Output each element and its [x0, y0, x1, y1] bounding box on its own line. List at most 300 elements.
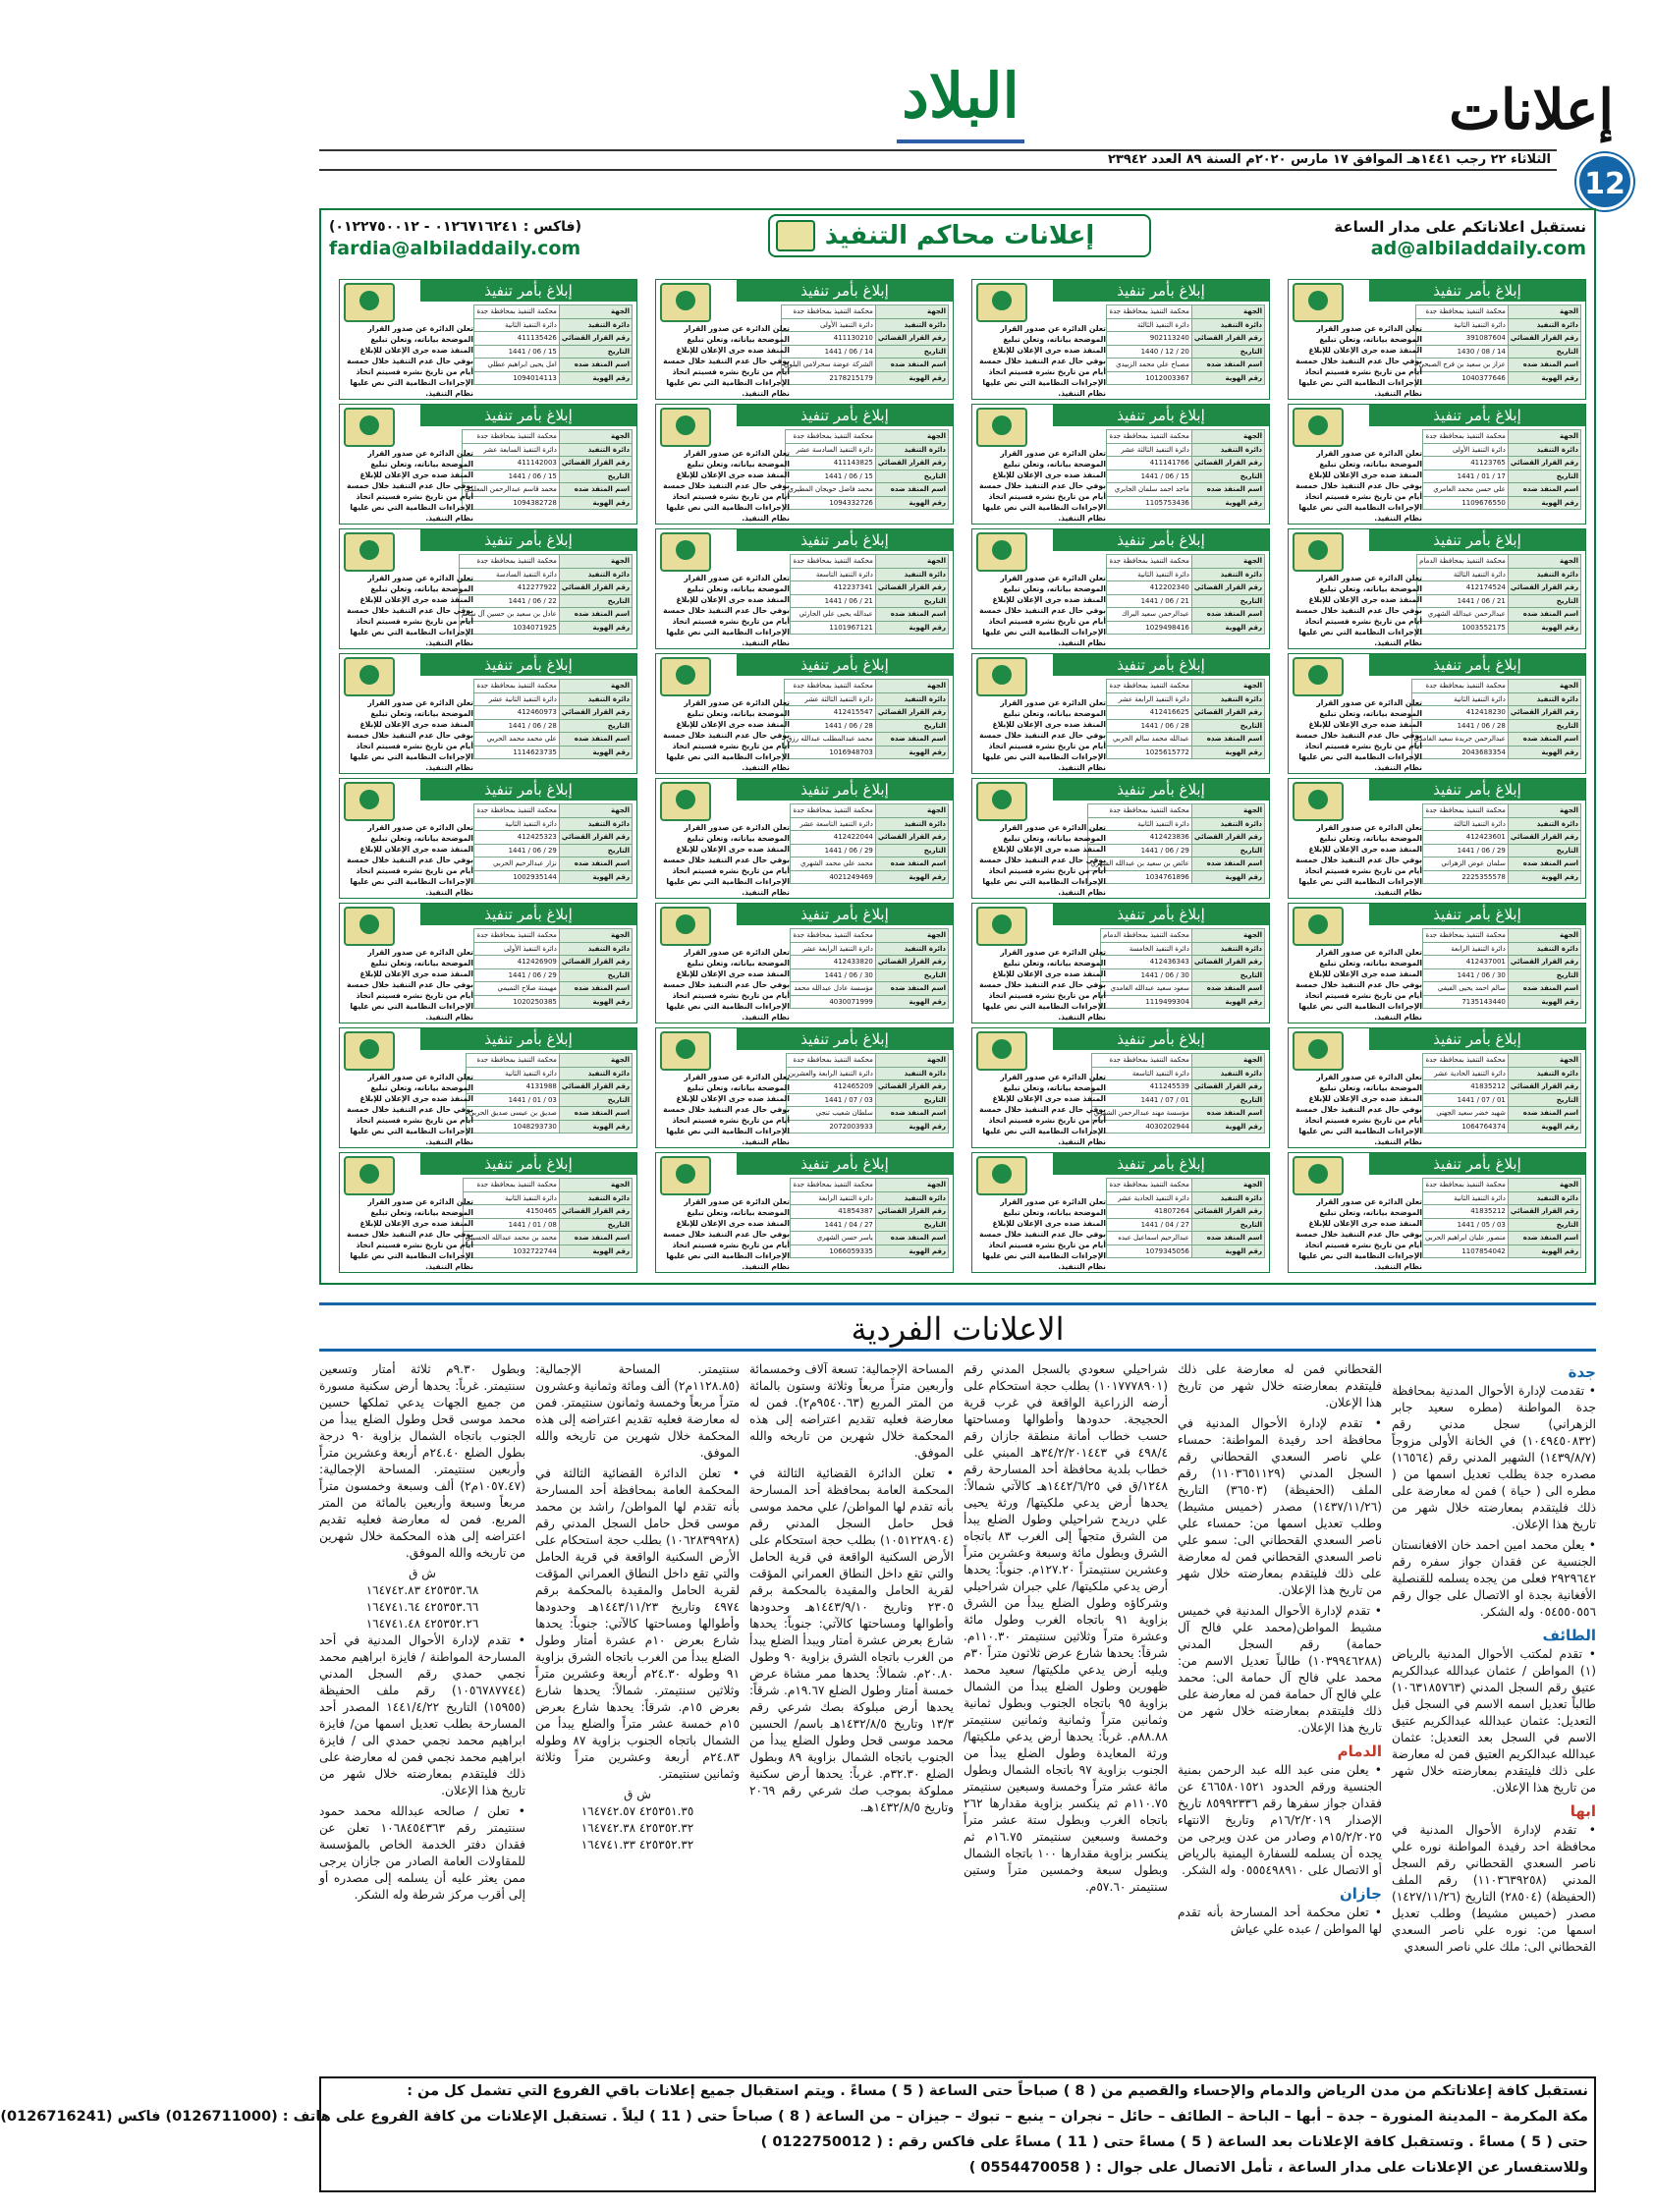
card-field-label: دائرة التنفيذ [1508, 318, 1580, 332]
execution-notice-card [971, 404, 1270, 525]
card-field-value: عبدالله محمد سالم الحربي [1107, 733, 1191, 747]
emblem-icon [344, 1156, 395, 1195]
card-table [1087, 803, 1265, 884]
card-field-value: 411143825 [786, 457, 875, 470]
court-title: إعلانات محاكم التنفيذ [768, 214, 1151, 257]
card-field-value: دائرة التنفيذ الثانية [463, 1191, 559, 1205]
card-field-label: التاريخ [559, 1218, 632, 1232]
card-field-value: دائرة التنفيذ الأولى [1423, 443, 1508, 457]
execution-notice-card [339, 1027, 637, 1148]
card-field-label: التاريخ [1191, 968, 1264, 982]
card-field-label: رقم القرار القضائي [1508, 1205, 1580, 1219]
card-text: تعلن الدائرة عن صدور القرار الموضحة بياناته، وتعلن تبليغ المنفذ ضده جرى الإعلان للإبلاغ بوفي حال عدم التنفيذ خلال خمسة أيام من تاريخ نشره فسيتم اتخاذ الإجراءات النظامية التي نص عليها نظام التنفيذ. [1295, 948, 1422, 1022]
card-field-label: اسم المنفذ ضده [875, 359, 948, 372]
card-field-label: دائرة التنفيذ [559, 692, 632, 706]
card-field-value: دائرة التنفيذ الثانية [467, 1067, 560, 1080]
card-field-value: 411245539 [1091, 1080, 1191, 1094]
card-table [1422, 928, 1581, 1009]
card-table [1106, 554, 1265, 635]
execution-notice-card [1288, 528, 1586, 649]
card-field-value: صديق بن عيسى صديق الحربي [467, 1107, 560, 1121]
card-field-value: 1066059335 [791, 1244, 875, 1258]
card-field-label: دائرة التنفيذ [1508, 817, 1580, 831]
coord-row: ش ق [409, 1567, 436, 1580]
card-text: تعلن الدائرة عن صدور القرار الموضحة بياناته، وتعلن تبليغ المنفذ ضده جرى الإعلان للإبلاغ بوفي حال عدم التنفيذ خلال خمسة أيام من تاريخ نشره فسيتم اتخاذ الإجراءات النظامية التي نص عليها نظام التنفيذ. [663, 823, 790, 897]
card-banner: إبلاغ بأمر تنفيذ [1053, 1153, 1269, 1175]
card-field-label: رقم القرار القضائي [559, 457, 632, 470]
card-field-label: الجهة [875, 305, 948, 319]
card-field-value: 28 / 06 / 1441 [1107, 719, 1191, 733]
dateline: الثلاثاء ٢٢ رجب ١٤٤١هـ الموافق ١٧ مارس ٢٠٢٠م السنة ٨٩ العدد ٢٣٩٤٢ [319, 149, 1557, 171]
card-field-value: 1032722744 [463, 1244, 559, 1258]
card-table [1106, 429, 1265, 510]
card-field-value: 41835212 [1423, 1080, 1508, 1094]
card-field-value: محكمة التنفيذ بمحافظة جدة [786, 430, 875, 444]
card-field-label: دائرة التنفيذ [1508, 692, 1580, 706]
emblem-icon [976, 907, 1027, 946]
card-field-label: الجهة [875, 680, 948, 693]
card-field-label: الجهة [1508, 1054, 1580, 1068]
fax-number[interactable]: (0126716241) [0, 2109, 113, 2125]
card-field-value: محمد فاضل حويجان المطيري [786, 483, 875, 497]
card-table [1422, 1053, 1581, 1134]
card-field-label: رقم الهوية [559, 1120, 632, 1134]
card-text: تعلن الدائرة عن صدور القرار الموضحة بياناته، وتعلن تبليغ المنفذ ضده جرى الإعلان للإبلاغ بوفي حال عدم التنفيذ خلال خمسة أيام من تاريخ نشره فسيتم اتخاذ الإجراءات النظامية التي نص عليها نظام التنفيذ. [347, 324, 473, 398]
card-field-value: 411135426 [474, 332, 559, 346]
card-field-label: اسم المنفذ ضده [1508, 1107, 1580, 1121]
card-field-value: 1003552175 [1417, 621, 1509, 635]
card-field-label: رقم القرار القضائي [1508, 956, 1580, 969]
card-field-label: رقم الهوية [1191, 1120, 1264, 1134]
coord-row: ٤٢٥٣٥٢.٣٢ ١٦٤٧٤٢.٣٨ [580, 1821, 694, 1835]
card-field-value: محكمة التنفيذ بمحافظة جدة [1107, 555, 1191, 569]
card-field-label: رقم القرار القضائي [1191, 457, 1264, 470]
card-field-label: دائرة التنفيذ [875, 318, 948, 332]
card-field-value: محمد قاسم عبدالرحمن المعلمي [462, 483, 559, 497]
coord-row: ٤٢٥٣٥٣.٦٨ ١٦٤٧٤٢.٨٣ [365, 1583, 479, 1597]
card-banner: إبلاغ بأمر تنفيذ [1369, 904, 1585, 925]
ad-paragraph: القحطاني فمن له معارضة على ذلك فليتقدم بمعارضته خلال شهر من تاريخ هذا الإعلان. [1178, 1362, 1382, 1410]
execution-notice-card [339, 528, 637, 649]
emblem-icon [1293, 907, 1344, 946]
emblem-icon [344, 532, 395, 572]
card-field-value: محكمة التنفيذ بمحافظة جدة [1423, 929, 1508, 943]
card-field-value: محكمة التنفيذ بمحافظة جدة [786, 1054, 875, 1068]
card-field-label: دائرة التنفيذ [1191, 1191, 1264, 1205]
card-field-label: رقم الهوية [1508, 1244, 1580, 1258]
ad-paragraph: سنتيمتر. المساحة الإجمالية: (١١٢٨.٨٥م٢) ألف ومائة وثمانية وعشرون متراً مربعاً وخمسة وثمانون سنتيمتر. فمن له معارضة فعليه تقديم اعتراضه إلى هذه المحكمة خلال شهرين من تاريخه والله الموفق. [535, 1362, 740, 1460]
card-field-value: دائرة التنفيذ الثالثة عشر [1107, 443, 1191, 457]
card-field-value: 4131988 [467, 1080, 560, 1094]
emblem-icon [344, 1031, 395, 1071]
ads-column-3 [964, 1361, 1168, 2061]
card-banner: إبلاغ بأمر تنفيذ [1369, 779, 1585, 801]
footer-line-1: نستقبل كافة إعلاناتكم من مدن الرياض والدمام والإحساء والقصيم من ( 8 ) صباحاً حتى الساعة ( 5 ) مساءً . ويتم استقبال جميع إعلانات باقي الفروع التي تشمل كل من : [407, 2083, 1588, 2099]
card-text: تعلن الدائرة عن صدور القرار الموضحة بياناته، وتعلن تبليغ المنفذ ضده جرى الإعلان للإبلاغ بوفي حال عدم التنفيذ خلال خمسة أيام من تاريخ نشره فسيتم اتخاذ الإجراءات النظامية التي نص عليها نظام التنفيذ. [979, 1197, 1106, 1271]
card-field-value: محكمة التنفيذ بمحافظة جدة [459, 555, 559, 569]
card-field-label: رقم الهوية [1508, 621, 1580, 635]
card-field-value: علي محمد محمد الحربي [474, 733, 559, 747]
card-field-value: عادل بن سعيد بن حسين آل سالم [459, 608, 559, 622]
card-field-label: التاريخ [1191, 345, 1264, 359]
card-field-value: 412416625 [1107, 706, 1191, 720]
mobile-number[interactable]: ( 0554470058 ) [968, 2160, 1091, 2176]
card-field-value: دائرة التنفيذ السادسة عشر [786, 443, 875, 457]
card-table [790, 1178, 949, 1258]
card-field-label: رقم القرار القضائي [875, 706, 948, 720]
card-field-label: اسم المنفذ ضده [1508, 1232, 1580, 1245]
card-field-label: دائرة التنفيذ [875, 942, 948, 956]
card-field-value: 4150465 [463, 1205, 559, 1219]
card-field-label: التاريخ [1191, 719, 1264, 733]
card-field-value: 1029498416 [1107, 621, 1191, 635]
emblem-icon [776, 220, 815, 251]
card-field-value: محكمة التنفيذ بمحافظة جدة [462, 430, 559, 444]
card-table [1422, 803, 1581, 884]
card-field-label: رقم القرار القضائي [1191, 332, 1264, 346]
card-field-value: محكمة التنفيذ بمحافظة جدة [791, 555, 875, 569]
card-field-label: التاريخ [1191, 1093, 1264, 1107]
city-heading: الطائف [1542, 1627, 1596, 1644]
emblem-icon [976, 283, 1027, 322]
card-field-value: دائرة التنفيذ الثانية [1088, 817, 1192, 831]
card-text: تعلن الدائرة عن صدور القرار الموضحة بياناته، وتعلن تبليغ المنفذ ضده جرى الإعلان للإبلاغ بوفي حال عدم التنفيذ خلال خمسة أيام من تاريخ نشره فسيتم اتخاذ الإجراءات النظامية التي نص عليها نظام التنفيذ. [347, 698, 473, 772]
card-field-value: عبدالرحمن جريدة سعيد الغامدي [1411, 733, 1508, 747]
card-field-value: 1107854042 [1422, 1244, 1508, 1258]
card-text: تعلن الدائرة عن صدور القرار الموضحة بياناته، وتعلن تبليغ المنفذ ضده جرى الإعلان للإبلاغ بوفي حال عدم التنفيذ خلال خمسة أيام من تاريخ نشره فسيتم اتخاذ الإجراءات النظامية التي نص عليها نظام التنفيذ. [663, 698, 790, 772]
card-field-label: دائرة التنفيذ [1191, 443, 1264, 457]
card-text: تعلن الدائرة عن صدور القرار الموضحة بياناته، وتعلن تبليغ المنفذ ضده جرى الإعلان للإبلاغ بوفي حال عدم التنفيذ خلال خمسة أيام من تاريخ نشره فسيتم اتخاذ الإجراءات النظامية التي نص عليها نظام التنفيذ. [347, 1073, 473, 1146]
card-field-value: دائرة التنفيذ السابعة عشر [462, 443, 559, 457]
card-field-label: رقم الهوية [1508, 496, 1580, 510]
fax-number[interactable]: ( 0122750012 ) [760, 2134, 883, 2150]
footer-line-4: وللاستفسار عن الإعلانات على مدار الساعة ، تأمل الاتصال على جوال : ( 0554470058 ) [321, 2155, 1594, 2181]
card-banner: إبلاغ بأمر تنفيذ [420, 904, 636, 925]
card-field-value: 41835212 [1422, 1205, 1508, 1219]
card-text: تعلن الدائرة عن صدور القرار الموضحة بياناته، وتعلن تبليغ المنفذ ضده جرى الإعلان للإبلاغ بوفي حال عدم التنفيذ خلال خمسة أيام من تاريخ نشره فسيتم اتخاذ الإجراءات النظامية التي نص عليها نظام التنفيذ. [347, 948, 473, 1022]
card-text: تعلن الدائرة عن صدور القرار الموضحة بياناته، وتعلن تبليغ المنفذ ضده جرى الإعلان للإبلاغ بوفي حال عدم التنفيذ خلال خمسة أيام من تاريخ نشره فسيتم اتخاذ الإجراءات النظامية التي نص عليها نظام التنفيذ. [347, 823, 473, 897]
card-field-label: رقم الهوية [1191, 371, 1264, 385]
card-field-label: اسم المنفذ ضده [559, 483, 632, 497]
card-field-label: الجهة [1508, 929, 1580, 943]
card-field-label: رقم الهوية [1508, 995, 1580, 1009]
card-field-value: 28 / 06 / 1441 [474, 719, 559, 733]
card-banner: إبلاغ بأمر تنفيذ [737, 529, 953, 551]
card-field-label: رقم الهوية [1508, 746, 1580, 759]
card-field-value: دائرة التنفيذ الثانية [1416, 318, 1508, 332]
card-text: تعلن الدائرة عن صدور القرار الموضحة بياناته، وتعلن تبليغ المنفذ ضده جرى الإعلان للإبلاغ بوفي حال عدم التنفيذ خلال خمسة أيام من تاريخ نشره فسيتم اتخاذ الإجراءات النظامية التي نص عليها نظام التنفيذ. [1295, 698, 1422, 772]
card-field-value: 411130210 [781, 332, 875, 346]
card-table [786, 1053, 949, 1134]
coord-row: ٤٢٥٣٥٣.٦٦ ١٦٤٧٤١.٦٤ [365, 1600, 479, 1614]
card-field-value: 1079345056 [1107, 1244, 1191, 1258]
card-field-value: 1119499304 [1101, 995, 1192, 1009]
card-field-label: الجهة [1191, 305, 1264, 319]
card-text: تعلن الدائرة عن صدور القرار الموضحة بياناته، وتعلن تبليغ المنفذ ضده جرى الإعلان للإبلاغ بوفي حال عدم التنفيذ خلال خمسة أيام من تاريخ نشره فسيتم اتخاذ الإجراءات النظامية التي نص عليها نظام التنفيذ. [979, 324, 1106, 398]
contact-left [329, 216, 653, 259]
card-field-value: 1101967121 [791, 621, 875, 635]
card-field-label: الجهة [1191, 804, 1264, 818]
card-field-label: دائرة التنفيذ [559, 318, 632, 332]
card-field-value: عبدالرحمن عبدالله الشهري [1417, 608, 1509, 622]
card-field-label: الجهة [875, 430, 948, 444]
card-field-value: دائرة التنفيذ الأولى [474, 942, 559, 956]
card-field-value: ياسر حسن الشهري [791, 1232, 875, 1245]
emblem-icon [344, 782, 395, 821]
card-field-label: اسم المنفذ ضده [1191, 982, 1264, 996]
card-field-label: الجهة [875, 1054, 948, 1068]
card-field-value: سعود سعيد عبدالله الغامدي [1101, 982, 1192, 996]
card-field-value: محكمة التنفيذ بمحافظة جدة [474, 680, 559, 693]
card-field-value: 29 / 06 / 1441 [474, 968, 559, 982]
city-heading: جدة [1568, 1363, 1596, 1381]
card-field-value: دائرة التنفيذ الحادية عشر [1423, 1067, 1508, 1080]
card-field-label: التاريخ [1508, 345, 1580, 359]
card-field-value: 412423836 [1088, 831, 1192, 845]
card-field-label: رقم القرار القضائي [875, 1205, 948, 1219]
card-field-label: التاريخ [875, 844, 948, 857]
card-table [1106, 679, 1265, 759]
card-field-label: التاريخ [875, 345, 948, 359]
card-field-label: اسم المنفذ ضده [559, 733, 632, 747]
card-field-value: دائرة التنفيذ الرابعة عشر [1107, 692, 1191, 706]
card-field-value: دائرة التنفيذ الثانية [1411, 692, 1508, 706]
card-field-value: 7135143440 [1423, 995, 1508, 1009]
card-field-value: 411142003 [462, 457, 559, 470]
card-field-value: علي حسن محمد العامري [1423, 483, 1508, 497]
card-banner: إبلاغ بأمر تنفيذ [420, 405, 636, 426]
card-field-value: 1012003367 [1107, 371, 1191, 385]
ad-paragraph: • تقدم لإدارة الأحوال المدنية في محافظة احد رفيدة المواطنة: حمساء علي ناصر السعدي القحطاني رقم السجل المدني (١١٠٣٦٥١١٢٩) رقم الملف (الحفيظة) (٣٦٥٠٣) التاريخ (١٤٣٧/١١/٢٦) مصدر (خميس مشيط) وطلب تعديل اسمها من: حمساء علي ناصر السعدي القحطاني الى: سمو علي ناصر السعدي القحطاني فمن له معارضة على ذلك فليتقدم بمعارضته خلال شهر من تاريخ هذا الإعلان. [1178, 1416, 1383, 1597]
card-field-label: دائرة التنفيذ [1191, 568, 1264, 581]
card-field-label: رقم القرار القضائي [559, 706, 632, 720]
card-field-value: 1048293730 [467, 1120, 560, 1134]
card-field-label: رقم الهوية [875, 995, 948, 1009]
card-field-label: رقم القرار القضائي [559, 956, 632, 969]
card-field-value: شهيد خضر سعيد الجهني [1423, 1107, 1508, 1121]
card-text: تعلن الدائرة عن صدور القرار الموضحة بياناته، وتعلن تبليغ المنفذ ضده جرى الإعلان للإبلاغ بوفي حال عدم التنفيذ خلال خمسة أيام من تاريخ نشره فسيتم اتخاذ الإجراءات النظامية التي نص عليها نظام التنفيذ. [663, 948, 790, 1022]
card-banner: إبلاغ بأمر تنفيذ [1369, 654, 1585, 676]
card-field-label: رقم القرار القضائي [1191, 956, 1264, 969]
card-field-value: دائرة التنفيذ الثانية [474, 318, 559, 332]
card-field-value: 20 / 12 / 1440 [1107, 345, 1191, 359]
card-field-value: 29 / 06 / 1441 [1088, 844, 1192, 857]
emblem-icon [1293, 1031, 1344, 1071]
card-table [1415, 304, 1581, 385]
card-field-label: اسم المنفذ ضده [875, 1107, 948, 1121]
card-field-label: اسم المنفذ ضده [1191, 608, 1264, 622]
card-banner: إبلاغ بأمر تنفيذ [737, 280, 953, 302]
card-field-value: محكمة التنفيذ بمحافظة جدة [474, 804, 559, 818]
card-field-label: رقم الهوية [1508, 371, 1580, 385]
emblem-icon [1293, 408, 1344, 447]
card-field-label: رقم الهوية [1508, 1120, 1580, 1134]
card-field-label: دائرة التنفيذ [1191, 318, 1264, 332]
card-field-value: 2072003933 [786, 1120, 875, 1134]
execution-notice-card [971, 528, 1270, 649]
execution-notice-card [971, 1027, 1270, 1148]
card-field-value: عزاز بن سعيد بن فرج الصبحي [1416, 359, 1508, 372]
card-field-label: رقم الهوية [559, 995, 632, 1009]
card-field-label: دائرة التنفيذ [1508, 568, 1580, 581]
card-field-label: الجهة [559, 555, 632, 569]
card-field-label: رقم الهوية [559, 746, 632, 759]
emblem-icon [976, 532, 1027, 572]
card-table [473, 679, 633, 759]
card-field-value: 1094014113 [474, 371, 559, 385]
card-field-value: محكمة التنفيذ بمحافظة جدة [791, 929, 875, 943]
footer-line-3: حتى ( 5 ) مساءً . وتستقبل كافة الإعلانات بعد الساعة ( 5 ) مساءً حتى ( 11 ) مساءً على فاكس رقم : ( 0122750012 ) [321, 2129, 1594, 2155]
card-field-label: رقم الهوية [1191, 746, 1264, 759]
card-field-label: التاريخ [559, 719, 632, 733]
ad-paragraph: • يعلن محمد امين احمد خان الافغانستان الجنسية عن فقدان جواز سفره رقم ٢٩٢٩٦٤٢ فعلى من يجده يسلمه للقنصلية الأفغانية بجدة او الاتصال على جوال رقم ٠٥٤٥٥٠٥٥٦ وله الشكر. [1392, 1538, 1596, 1619]
page-number: 12 [1576, 153, 1633, 210]
card-field-value: دائرة التنفيذ التاسعة [791, 568, 875, 581]
execution-notice-card [971, 1152, 1270, 1273]
card-text: تعلن الدائرة عن صدور القرار الموضحة بياناته، وتعلن تبليغ المنفذ ضده جرى الإعلان للإبلاغ بوفي حال عدم التنفيذ خلال خمسة أيام من تاريخ نشره فسيتم اتخاذ الإجراءات النظامية التي نص عليها نظام التنفيذ. [979, 1073, 1106, 1146]
card-banner: إبلاغ بأمر تنفيذ [1053, 654, 1269, 676]
card-field-value: 29 / 06 / 1441 [791, 844, 875, 857]
card-table [473, 928, 633, 1009]
card-field-label: الجهة [1191, 929, 1264, 943]
card-field-value: 412465209 [786, 1080, 875, 1094]
execution-notice-card [339, 653, 637, 774]
card-banner: إبلاغ بأمر تنفيذ [1053, 779, 1269, 801]
contact-right [1252, 216, 1586, 259]
card-field-label: رقم الهوية [875, 621, 948, 635]
card-table [781, 304, 949, 385]
card-field-label: دائرة التنفيذ [1191, 692, 1264, 706]
card-field-label: رقم القرار القضائي [875, 581, 948, 595]
card-field-value: محكمة التنفيذ بمحافظة جدة [1416, 305, 1508, 319]
card-field-value: دائرة التنفيذ التاسعة عشر [791, 817, 875, 831]
card-field-value: 21 / 06 / 1441 [1417, 594, 1509, 608]
card-field-label: الجهة [875, 804, 948, 818]
card-field-value: 1094332726 [786, 496, 875, 510]
execution-notice-card [655, 279, 954, 400]
card-field-label: دائرة التنفيذ [875, 692, 948, 706]
card-field-value: 27 / 04 / 1441 [791, 1218, 875, 1232]
card-banner: إبلاغ بأمر تنفيذ [737, 654, 953, 676]
execution-notice-card [1288, 279, 1586, 400]
card-field-label: رقم القرار القضائي [875, 956, 948, 969]
card-field-value: دائرة التنفيذ الرابعة والعشرين [786, 1067, 875, 1080]
card-table [463, 1178, 633, 1258]
card-field-label: رقم القرار القضائي [1191, 706, 1264, 720]
phone-number[interactable]: (0126711000) [165, 2109, 278, 2125]
card-banner: إبلاغ بأمر تنفيذ [737, 1028, 953, 1050]
card-banner: إبلاغ بأمر تنفيذ [1053, 904, 1269, 925]
card-field-label: اسم المنفذ ضده [559, 1107, 632, 1121]
card-field-label: الجهة [1508, 680, 1580, 693]
card-field-label: دائرة التنفيذ [1191, 1067, 1264, 1080]
ad-paragraph: • تعلن / صالحه عبدالله محمد حمود سنتيمتر رقم ١٠٦٨٤٥٤٣٦٣ تعلن عن فقدان دفتر الخدمة الخاص بالمؤسسة للمقاولات العامة الصادر من جازان يرجى ممن يعثر عليه أن يسلمه إلى مصدره أو إلى أقرب مركز شرطة وله الشكر. [319, 1804, 525, 1902]
card-table [784, 679, 949, 759]
card-table [1106, 1178, 1265, 1258]
card-field-value: محكمة التنفيذ بمحافظة جدة [1107, 680, 1191, 693]
card-field-label: التاريخ [875, 470, 948, 483]
card-text: تعلن الدائرة عن صدور القرار الموضحة بياناته، وتعلن تبليغ المنفذ ضده جرى الإعلان للإبلاغ بوفي حال عدم التنفيذ خلال خمسة أيام من تاريخ نشره فسيتم اتخاذ الإجراءات النظامية التي نص عليها نظام التنفيذ. [979, 449, 1106, 523]
card-field-label: رقم القرار القضائي [875, 831, 948, 845]
card-field-label: التاريخ [1191, 470, 1264, 483]
card-field-label: التاريخ [1191, 594, 1264, 608]
card-field-label: التاريخ [1508, 719, 1580, 733]
ad-paragraph: • تعلن الدائرة القضائية الثالثة في المحكمة العامة بمحافظة أحد المسارحة بأنه تقدم لها المواطن/ علي محمد موسى قحل حامل السجل المدني رقم (١٠٥١٢٢٨٩٠٤) بطلب حجة استحكام على الأرض السكنية الواقعة في قرية الحامل والتي تقع داخل النطاق العمراني المؤقت لقرية الحامل والمقيدة بالمحكمة برقم ٢٣٠٥ وتاريخ ١٤٤٣/٩/١٠هـ وحدودها وأطوالها ومساحتها كالآتي: جنوباً: يحدها شارع بعرض عشرة أمتار ويبدأ الضلع يبدأ من الغرب باتجاه الشرق بزاوية ٩٠ وطول ٢٠.٨٠م. شمالاً: يحدها ممر مشاة عرض خمسة أمتار وطول الضلع ١٩.٦٧م. شرقاً: يحدها أرض مبلوكة بصك شرعي رقم ١٣/٣ وتاريخ ١٤٣٢/٨/٥هـ باسم/ الحسين محمد موسى قحل وطول الضلع يبدأ من الجنوب باتجاه الشمال بزاوية ٨٩ وبطول الضلع ٣٢.٣٠م. غرباً: يحدها أرض سكنية مملوكة بموجب صك شرعي رقم ٢٠٦٩ وتاريخ ١٤٣٢/٨/٥هـ. [749, 1466, 954, 1814]
coord-row: ٤٢٥٣٥٢.٣٢ ١٦٤٧٤١.٣٣ [580, 1838, 694, 1852]
card-banner: إبلاغ بأمر تنفيذ [420, 529, 636, 551]
card-field-value: محكمة التنفيذ بمحافظة جدة [1088, 804, 1192, 818]
card-field-value: عبدالله يحيى علي الحارثي [791, 608, 875, 622]
card-text: تعلن الدائرة عن صدور القرار الموضحة بياناته، وتعلن تبليغ المنفذ ضده جرى الإعلان للإبلاغ بوفي حال عدم التنفيذ خلال خمسة أيام من تاريخ نشره فسيتم اتخاذ الإجراءات النظامية التي نص عليها نظام التنفيذ. [979, 698, 1106, 772]
card-field-label: رقم الهوية [875, 496, 948, 510]
card-field-label: اسم المنفذ ضده [875, 483, 948, 497]
card-field-label: دائرة التنفيذ [875, 568, 948, 581]
card-field-value: 1034071925 [459, 621, 559, 635]
card-field-label: التاريخ [1191, 844, 1264, 857]
card-field-value: عبدالرحيم اسماعيل عبده [1107, 1232, 1191, 1245]
card-field-label: رقم القرار القضائي [559, 1205, 632, 1219]
card-field-label: التاريخ [559, 470, 632, 483]
card-banner: إبلاغ بأمر تنفيذ [1369, 1153, 1585, 1175]
execution-notice-card [971, 279, 1270, 400]
card-field-label: رقم الهوية [1191, 621, 1264, 635]
card-field-value: 21 / 06 / 1441 [1107, 594, 1191, 608]
emblem-icon [976, 657, 1027, 696]
execution-notice-card [655, 1027, 954, 1148]
emblem-icon [1293, 657, 1344, 696]
card-field-label: الجهة [559, 305, 632, 319]
ad-paragraph: • تقدم لمكتب الأحوال المدنية بالرياض (١) المواطن / عثمان عبدالله عبدالكريم عتيق رقم السجل المدني (١٠٦٣١٨٥٧٦٣) طالباً تعديل اسمه الاسم في السجل قبل التعديل: عثمان عبدالله عبدالكريم عتيق الاسم في السجل بعد التعديل: عثمان عبدالله عبدالكريم العتيق فمن له معارضة على ذلك فليتقدم بمعارضته خلال شهر من تاريخ هذا الإعلان. [1392, 1647, 1596, 1795]
execution-notice-card [339, 279, 637, 400]
card-table [790, 554, 949, 635]
card-field-label: التاريخ [559, 594, 632, 608]
card-field-label: دائرة التنفيذ [875, 1191, 948, 1205]
card-field-value: 01 / 07 / 1441 [1423, 1093, 1508, 1107]
card-table [1411, 679, 1581, 759]
card-field-label: دائرة التنفيذ [1508, 1191, 1580, 1205]
ad-paragraph: شراحيلي سعودي بالسجل المدني رقم (١٠١٧٧٧٨٩٠١) بطلب حجة استحكام على أرضه الزراعية الواقعة في غرب قرية الحجيجة. حدودها وأطوالها ومساحتها حسب خطاب أمانة منطقة جازان رقم ٤٩٨/٤ في ٣٤/٢/٢٠١٤٤٣هـ المبني على خطاب بلدية محافظة أحد المسارحة رقم ١٢٤٨/ق في ١٤٤٢/٦/٢٥هـ كالآتي شمالاً: يحدها أرض يدعي ملكيتها/ ورثة يحيى علي دريدح شراحيلي وطول الضلع يبدأ من الشرق متجهاً إلى الغرب ٨٣ باتجاه الشرق وبطول مائة وسبعة وعشرين متراً وعشرين سنتيمتراً ١٢٧.٢٠م. جنوباً: يحدها أرض يدعي ملكيتها/ علي جبران شراحيلي وشركاؤه وطول الضلع يبدأ من الشرق بزاوية ٩١ باتجاه الغرب وطول مائة وعشرة متراً وثلاثين سنتيمتر ١١٠.٣٠م. شرقاً: يحدها شارع عرض ثلاثون متراً ٣٠م ويليه أرض يدعي ملكيتها/ سعيد محمد ظهورين وطول الضلع يبدأ من الشمال بزاوية ٩٥ باتجاه الجنوب وبطول ثمانية وثمانين متراً وثمانية وثمانين سنتيمتر ٨٨.٨٨م. غرباً: يحدها أرض يدعي ملكيتها/ ورثة المعايدة وطول الضلع يبدأ من الجنوب بزاوية ٩٧ باتجاه الشمال وبطول مائة عشر متراً وخمسة وسبعين سنتيمتر ١١٠.٧٥م ثم ينكسر بزاوية مقدارها ٢٦٢ باتجاه الغرب وبطول ستة عشر متراً وخمسة وسبعين سنتيمتر ١٦.٧٥م ثم ينكسر بزاوية مقدارها ١٠٠ باتجاه الشمال وبطول سبعة وخمسين متراً وستين سنتيمتر ٥٧.٦٠م. [964, 1362, 1169, 1894]
card-text: تعلن الدائرة عن صدور القرار الموضحة بياناته، وتعلن تبليغ المنفذ ضده جرى الإعلان للإبلاغ بوفي حال عدم التنفيذ خلال خمسة أيام من تاريخ نشره فسيتم اتخاذ الإجراءات النظامية التي نص عليها نظام التنفيذ. [663, 1073, 790, 1146]
emblem-icon [976, 782, 1027, 821]
fardia-email[interactable]: fardia@albiladdaily.com [329, 238, 581, 259]
card-field-label: الجهة [559, 804, 632, 818]
card-field-label: رقم القرار القضائي [875, 457, 948, 470]
ads-column-1 [1392, 1361, 1596, 2061]
card-field-label: التاريخ [559, 345, 632, 359]
card-field-value: ماجد احمد سلمان الجابري [1107, 483, 1191, 497]
ad-email[interactable]: ad@albiladdaily.com [1370, 238, 1586, 259]
card-field-label: اسم المنفذ ضده [1191, 1232, 1264, 1245]
card-field-value: 29 / 06 / 1441 [474, 844, 559, 857]
card-field-value: محكمة التنفيذ بمحافظة جدة [1107, 305, 1191, 319]
card-field-value: عائض بن سعيد بن عبدالله الشهري [1088, 857, 1192, 871]
card-field-value: 1016948703 [784, 746, 875, 759]
card-field-value: 15 / 06 / 1441 [786, 470, 875, 483]
card-text: تعلن الدائرة عن صدور القرار الموضحة بياناته، وتعلن تبليغ المنفذ ضده جرى الإعلان للإبلاغ بوفي حال عدم التنفيذ خلال خمسة أيام من تاريخ نشره فسيتم اتخاذ الإجراءات النظامية التي نص عليها نظام التنفيذ. [979, 948, 1106, 1022]
section-title: إعلانات [1449, 78, 1614, 142]
card-field-value: 41123765 [1423, 457, 1508, 470]
card-field-label: اسم المنفذ ضده [1191, 857, 1264, 871]
execution-notice-card [655, 903, 954, 1023]
card-field-label: التاريخ [1508, 470, 1580, 483]
card-banner: إبلاغ بأمر تنفيذ [1053, 1028, 1269, 1050]
city-heading: ابها [1570, 1802, 1596, 1820]
card-field-value: 1025615772 [1107, 746, 1191, 759]
card-field-label: اسم المنفذ ضده [559, 359, 632, 372]
emblem-icon [1293, 283, 1344, 322]
individual-ads-header [319, 1302, 1596, 1352]
card-field-value: محكمة التنفيذ بمحافظة جدة [791, 804, 875, 818]
